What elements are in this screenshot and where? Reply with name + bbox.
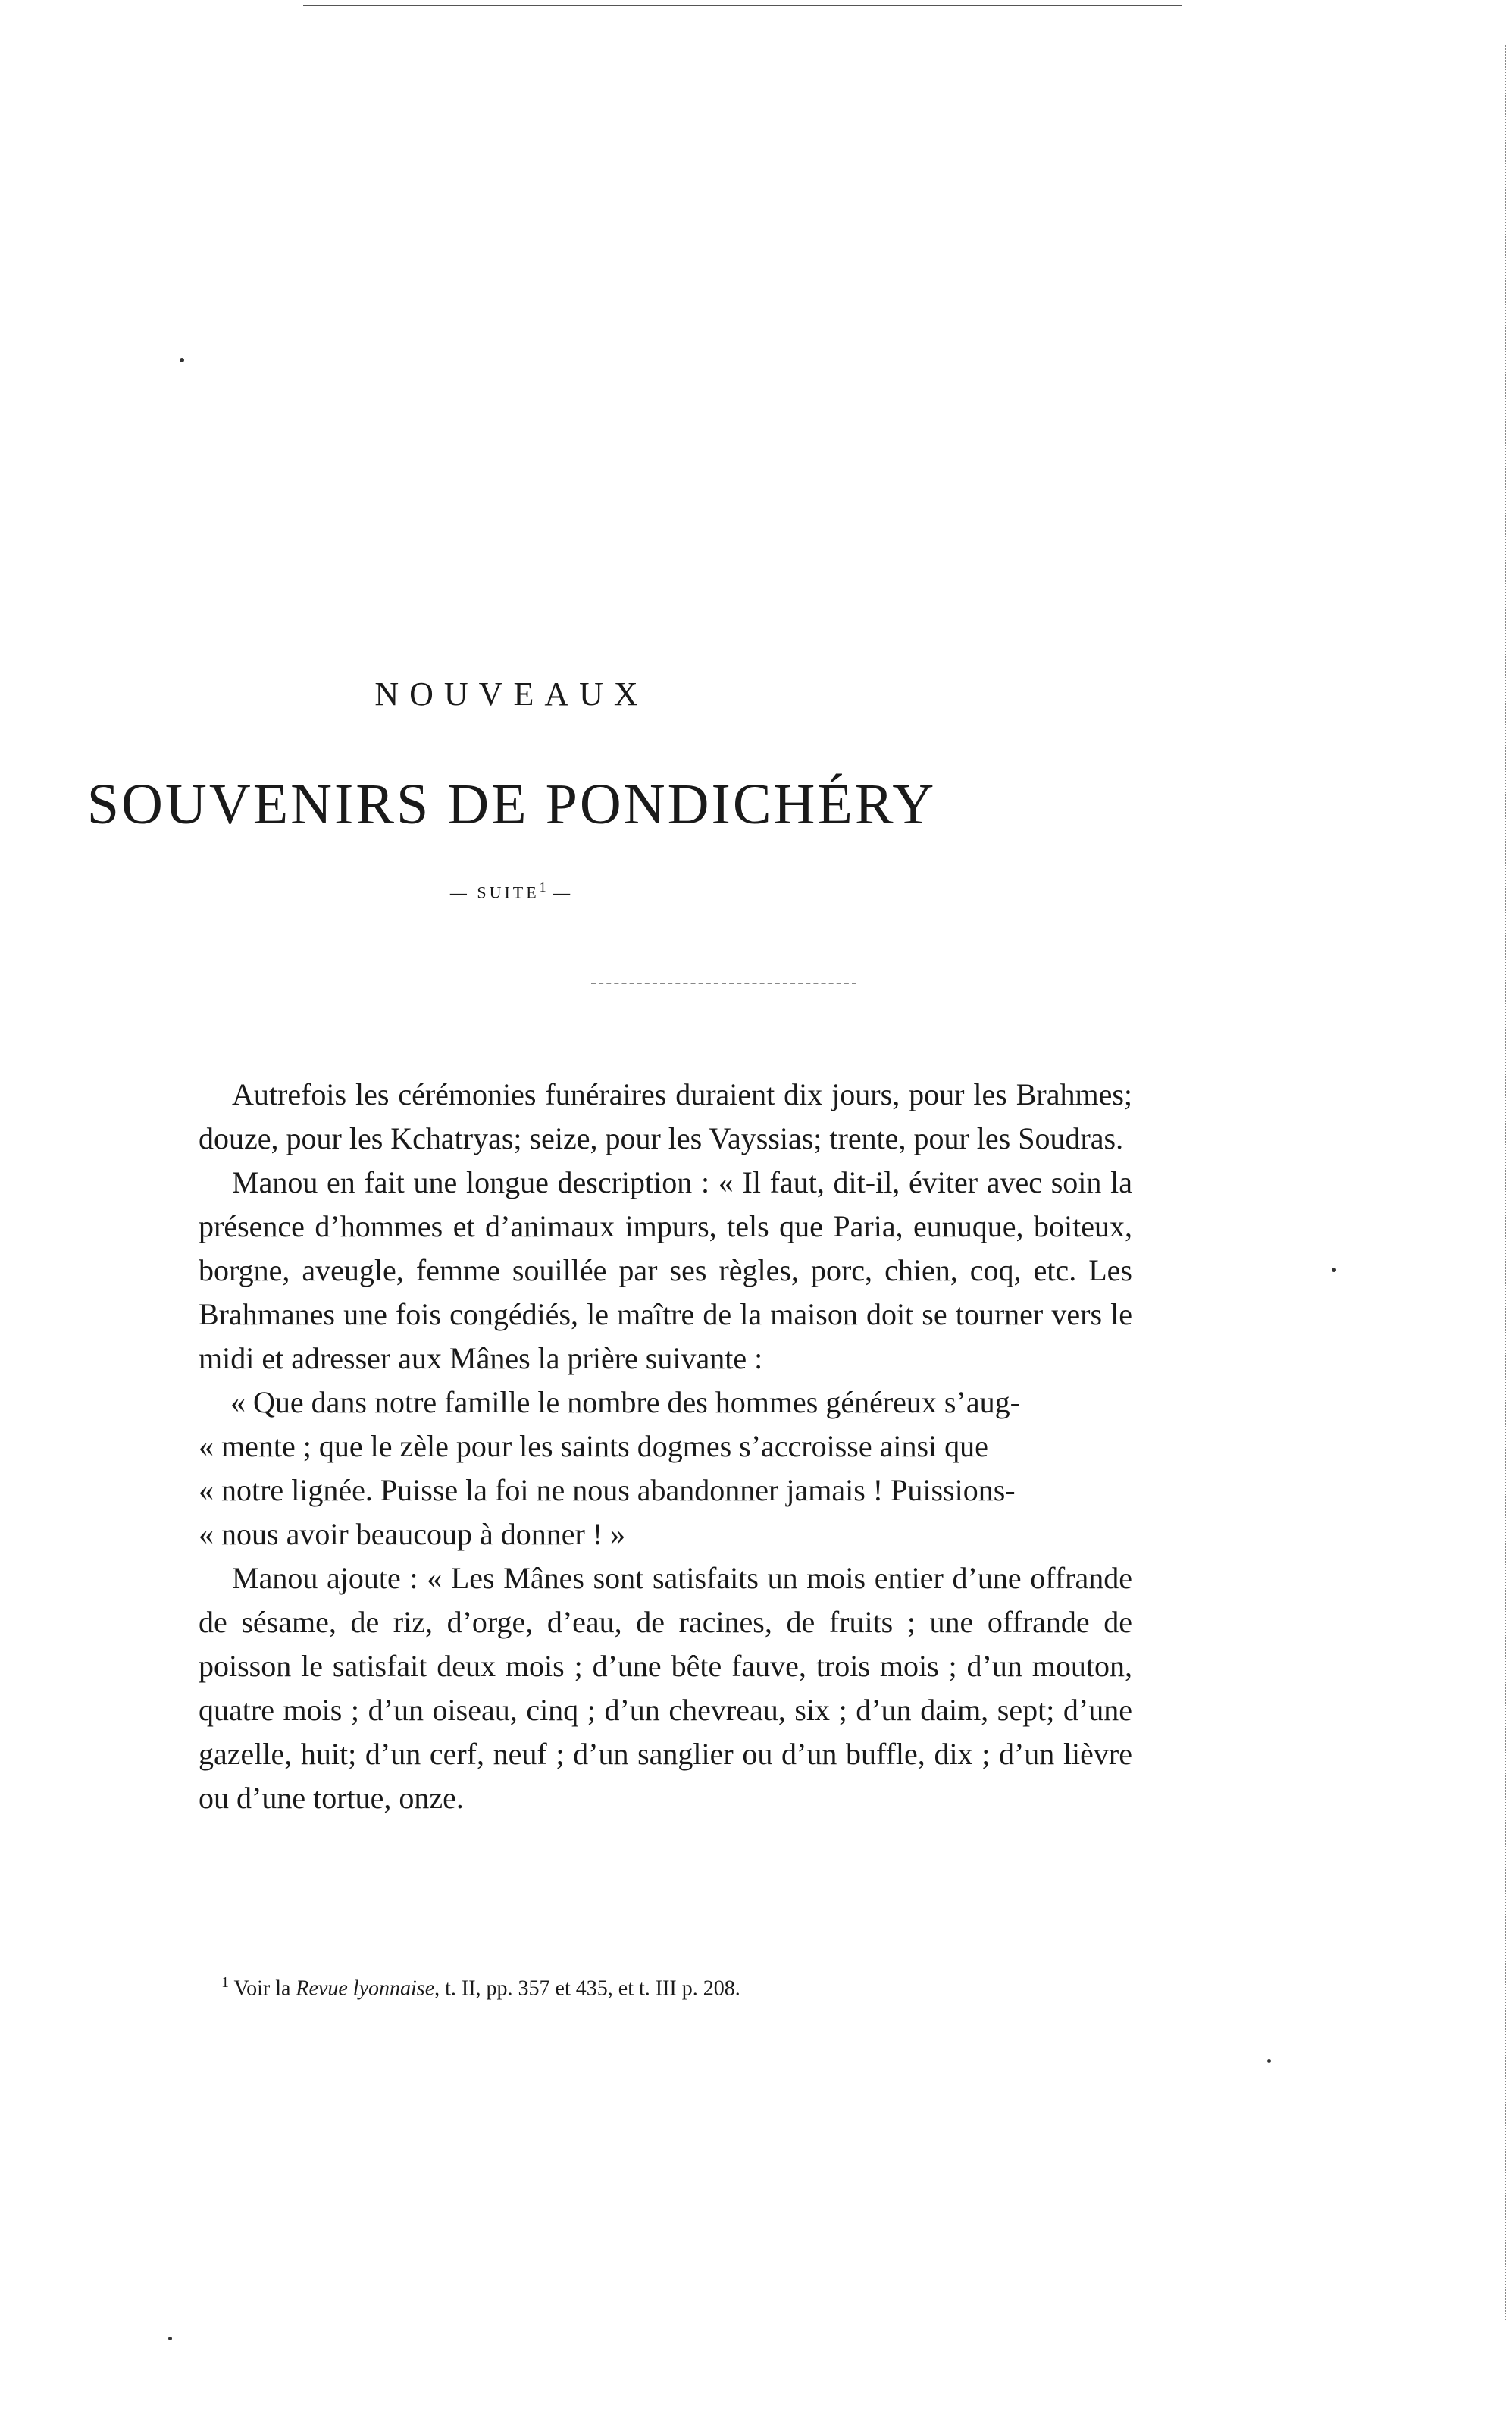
heading-nouveaux: NOUVEAUX — [374, 675, 649, 713]
top-rule — [303, 5, 1182, 6]
paragraph-manou-description: Manou en fait une longue description : « Il faut, dit-il, éviter avec soin la présence d’hommes et d’animaux impurs, tels que Paria, eunuque, boiteux, borgne, aveugle, femme souillée par ses règles, porc, chien, coq, etc. Les Brahmanes une fois congédiés, le maître de la maison doit se tourner vers le midi et adresser aux Mânes la prière suivante : — [199, 1165, 1132, 1375]
paragraph-ceremonies: Autrefois les cérémonies funéraires duraient dix jours, pour les Brahmes; douze, pour les Kchatryas; seize, pour les Vayssias; trente, pour les Soudras. — [199, 1077, 1132, 1155]
footnote-journal: Revue lyonnaise — [296, 1976, 435, 2001]
prayer-quote — [199, 1381, 1132, 1556]
subtitle-dash-right: — — [553, 882, 574, 902]
page-edge-line — [1505, 45, 1506, 2320]
subtitle-dash-left: — — [449, 882, 470, 902]
paragraph-manou-offerings: Manou ajoute : « Les Mânes sont satisfaits un mois entier d’une offrande de sésame, de riz, d’orge, d’eau, de racines, de fruits ; une offrande de poisson le satisfait deux mois ; d’une bête fauve, trois mois ; d’un mouton, quatre mois ; d’un oiseau, cinq ; d’un chevreau, six ; d’un daim, sept; d’une gazelle, huit; d’un cerf, neuf ; d’un sanglier ou d’un buffle, dix ; d’un lièvre ou d’une tortue, onze. — [199, 1561, 1132, 1815]
ink-speck — [1332, 1268, 1336, 1272]
footnote-suffix: , t. II, pp. 357 et 435, et t. III p. 208. — [434, 1976, 740, 2001]
quote-line: « mente ; que le zèle pour les saints dogmes s’accroisse ainsi que — [199, 1429, 988, 1463]
ink-speck — [180, 358, 184, 362]
ink-speck — [1267, 2059, 1271, 2063]
section-separator — [591, 983, 856, 984]
subtitle-suite — [0, 879, 1023, 902]
footnote — [221, 1969, 1093, 2002]
page-title: SOUVENIRS DE PONDICHÉRY — [86, 773, 937, 836]
footnote-prefix: Voir la — [233, 1976, 291, 2001]
subtitle-word: SUITE — [477, 882, 540, 902]
main-text — [199, 1073, 1132, 1820]
ink-speck — [168, 2337, 172, 2340]
quote-line: « nous avoir beaucoup à donner ! » — [199, 1517, 626, 1551]
quote-line: « notre lignée. Puisse la foi ne nous abandonner jamais ! Puissions- — [199, 1473, 1016, 1507]
footnote-reference: 1 — [539, 879, 546, 895]
footnote-marker: 1 — [221, 1974, 229, 1991]
quote-line: « Que dans notre famille le nombre des hommes généreux s’aug- — [230, 1385, 1020, 1419]
